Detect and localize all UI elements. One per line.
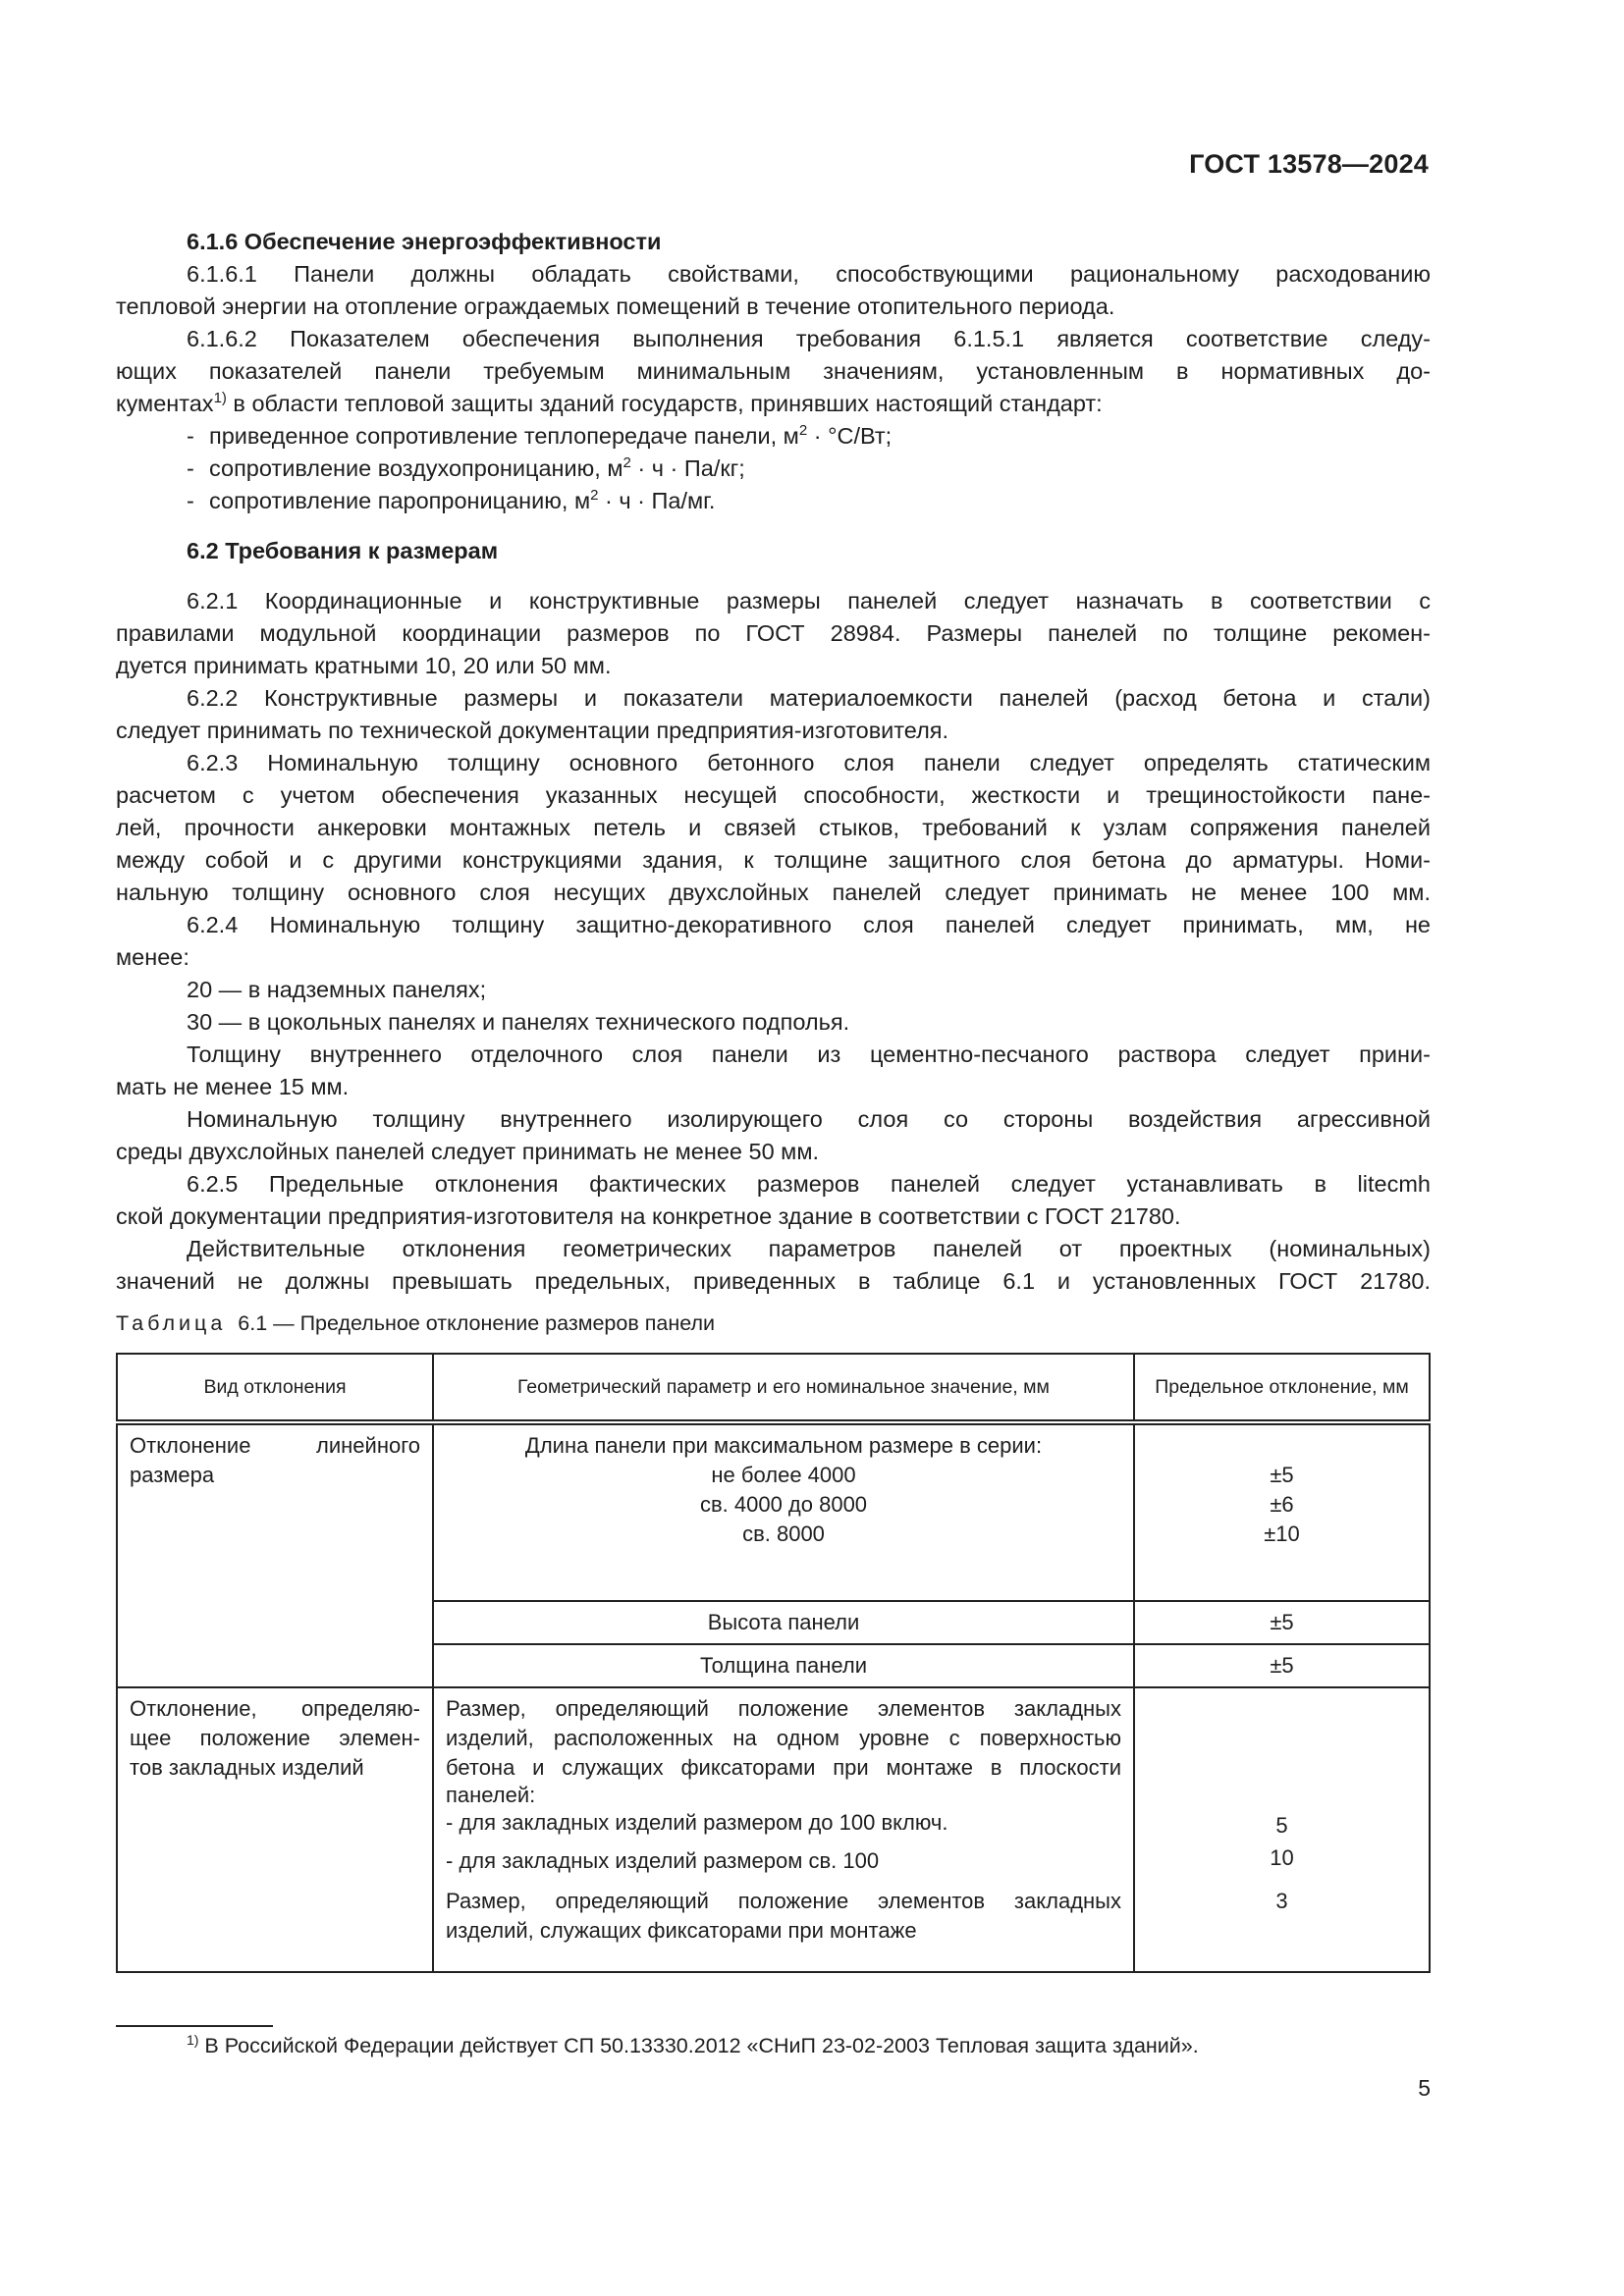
deviation-kind-cell bbox=[117, 1422, 433, 1687]
paragraph-line: среды двухслойных панелей следует принимать не менее 50 мм. bbox=[116, 1139, 820, 1164]
superscript: 2 bbox=[623, 454, 631, 471]
cell-text: ±5 bbox=[1270, 1653, 1294, 1678]
section-6-2-body bbox=[116, 585, 1431, 1298]
column-header: Геометрический параметр и его номинальное значение, мм bbox=[433, 1354, 1134, 1422]
table-header-row bbox=[117, 1354, 1430, 1422]
cell-text: панелей: bbox=[446, 1783, 536, 1807]
document-id-header: ГОСТ 13578—2024 bbox=[1189, 149, 1429, 179]
paragraph-line: ющих показателей панели требуемым минимальным значениям, установленным в нормативных до- bbox=[116, 358, 1431, 384]
cell-text: не более 4000 bbox=[711, 1463, 856, 1487]
bullet-text: · ч · Па/кг; bbox=[630, 455, 745, 481]
bullet-item bbox=[116, 485, 1431, 517]
value-cell bbox=[1134, 1601, 1430, 1644]
paragraph-line: 20 — в надземных панелях; bbox=[187, 977, 487, 1002]
value-cell bbox=[1134, 1687, 1430, 1972]
bullet-text: приведенное сопротивление теплопередаче панели, м bbox=[209, 423, 799, 449]
table-row bbox=[117, 1687, 1430, 1972]
parameter-cell bbox=[433, 1601, 1134, 1644]
cell-text: Размер, определяющий положение элементов закладных bbox=[446, 1696, 1121, 1721]
caption-text: 6.1 — Предельное отклонение размеров панели bbox=[238, 1311, 716, 1335]
dash-bullet-icon: - bbox=[187, 488, 194, 513]
paragraph-line: 6.2.2 Конструктивные размеры и показатели материалоемкости панелей (расход бетона и стали) bbox=[187, 685, 1431, 711]
bullet-text: · °С/Вт; bbox=[807, 423, 893, 449]
paragraph-line: дуется принимать кратными 10, 20 или 50 мм. bbox=[116, 653, 612, 678]
footnote-marker: 1) bbox=[187, 2032, 199, 2048]
paragraph-line: ской документации предприятия-изготовителя на конкретное здание в соответствии с ГОСТ 21780. bbox=[116, 1203, 1181, 1229]
cell-text: Толщина панели bbox=[699, 1653, 868, 1678]
cell-text: Длина панели при максимальном размере в серии: bbox=[524, 1433, 1043, 1458]
bullet-text: сопротивление паропроницанию, м bbox=[209, 488, 591, 513]
paragraph-line: нальную толщину основного слоя несущих двухслойных панелей следует принимать не менее 100 мм. bbox=[116, 880, 1431, 905]
bullet-item bbox=[116, 420, 1431, 453]
cell-text: Размер, определяющий положение элементов закладных bbox=[446, 1889, 1121, 1913]
paragraph-line: между собой и с другими конструкциями здания, к толщине защитного слоя бетона до арматуры. Номи- bbox=[116, 847, 1431, 873]
paragraph-line bbox=[116, 388, 1431, 420]
paragraph-line: расчетом с учетом обеспечения указанных несущей способности, жесткости и трещиностойкости пане- bbox=[116, 782, 1431, 808]
paragraph-line: 6.2.3 Номинальную толщину основного бетонного слоя панели следует определять статическим bbox=[187, 750, 1431, 775]
footnote-ref[interactable]: 1) bbox=[213, 390, 227, 406]
cell-text: щее положение элемен- bbox=[130, 1726, 420, 1750]
paragraph-line: мать не менее 15 мм. bbox=[116, 1074, 350, 1099]
superscript: 2 bbox=[590, 487, 599, 504]
cell-text: - для закладных изделий размером св. 100 bbox=[446, 1848, 880, 1873]
parameter-cell bbox=[433, 1422, 1134, 1601]
cell-text: 3 bbox=[1275, 1889, 1288, 1913]
spacer bbox=[116, 567, 1431, 585]
column-header-text: Предельное отклонение, мм bbox=[1155, 1375, 1409, 1398]
paragraph-line: 6.1.6.1 Панели должны обладать свойствами, способствующими рациональному расходованию bbox=[187, 261, 1431, 287]
parameter-cell bbox=[433, 1687, 1134, 1972]
footnote-text: В Российской Федерации действует СП 50.13330.2012 «СНиП 23-02-2003 Тепловая защита зданий». bbox=[198, 2034, 1199, 2057]
paragraph-line: 6.2.1 Координационные и конструктивные размеры панелей следует назначать в соответствии с bbox=[187, 588, 1431, 614]
text-fragment: в области тепловой защиты зданий государств, принявших настоящий стандарт: bbox=[226, 391, 1103, 416]
dash-bullet-icon: - bbox=[187, 455, 194, 481]
table-caption bbox=[116, 1311, 715, 1336]
paragraph-line: менее: bbox=[116, 944, 189, 970]
bullet-text: · ч · Па/мг. bbox=[598, 488, 716, 513]
cell-text bbox=[1135, 1431, 1429, 1461]
table-row bbox=[117, 1422, 1430, 1601]
paragraph-line: 6.1.6.2 Показателем обеспечения выполнения требования 6.1.5.1 является соответствие следу- bbox=[187, 326, 1431, 351]
section-heading-6-1-6: 6.1.6 Обеспечение энергоэффективности bbox=[187, 229, 662, 254]
bullet-item bbox=[116, 453, 1431, 485]
cell-text: изделий, расположенных на одном уровне с поверхностью bbox=[446, 1726, 1121, 1750]
paragraph-line: следует принимать по технической документации предприятия-изготовителя. bbox=[116, 718, 949, 743]
page-number: 5 bbox=[1418, 2075, 1431, 2101]
cell-text: изделий, служащих фиксаторами при монтаже bbox=[446, 1918, 917, 1943]
cell-text: - для закладных изделий размером до 100 включ. bbox=[446, 1810, 948, 1835]
spacer bbox=[116, 517, 1431, 535]
cell-text: св. 4000 до 8000 bbox=[699, 1492, 868, 1517]
paragraph-line: Действительные отклонения геометрических параметров панелей от проектных (номинальных) bbox=[187, 1236, 1431, 1261]
paragraph-line: 6.2.5 Предельные отклонения фактических размеров панелей следует устанавливать в litecmh bbox=[187, 1171, 1431, 1197]
value-cell bbox=[1134, 1644, 1430, 1687]
paragraph-line: тепловой энергии на отопление ограждаемых помещений в течение отопительного периода. bbox=[116, 294, 1115, 319]
section-heading-6-2: 6.2 Требования к размерам bbox=[187, 538, 499, 563]
parameter-cell bbox=[433, 1644, 1134, 1687]
cell-text: 5 bbox=[1275, 1813, 1288, 1838]
deviation-table bbox=[116, 1353, 1431, 1973]
value-cell bbox=[1134, 1422, 1430, 1601]
deviation-kind-cell bbox=[117, 1687, 433, 1972]
paragraph-line: 30 — в цокольных панелях и панелях технического подполья. bbox=[187, 1009, 850, 1035]
paragraph-line: Номинальную толщину внутреннего изолирующего слоя со стороны воздействия агрессивной bbox=[187, 1106, 1431, 1132]
cell-text: ±5 bbox=[1270, 1463, 1294, 1487]
bullet-text: сопротивление воздухопроницанию, м bbox=[209, 455, 623, 481]
paragraph-line: Толщину внутреннего отделочного слоя панели из цементно-песчаного раствора следует прини- bbox=[187, 1041, 1431, 1067]
paragraph-line: значений не должны превышать предельных, приведенных в таблице 6.1 и установленных ГОСТ 21780. bbox=[116, 1268, 1431, 1294]
footnote-divider bbox=[116, 2025, 273, 2027]
caption-label: Таблица bbox=[116, 1311, 227, 1335]
cell-text: 10 bbox=[1270, 1845, 1294, 1870]
text-fragment: кументах bbox=[116, 391, 214, 416]
spacer bbox=[1135, 1694, 1429, 1808]
cell-text: Отклонение линейного bbox=[130, 1433, 420, 1458]
cell-text: бетона и служащих фиксаторами при монтаже в плоскости bbox=[446, 1755, 1121, 1780]
cell-text: размера bbox=[130, 1463, 215, 1487]
cell-text: ±10 bbox=[1264, 1522, 1300, 1546]
cell-text: св. 8000 bbox=[742, 1522, 825, 1546]
body-text bbox=[116, 226, 1431, 1298]
cell-text: ±5 bbox=[1270, 1610, 1294, 1634]
superscript: 2 bbox=[798, 422, 808, 439]
cell-text: Отклонение, определяю- bbox=[130, 1696, 420, 1721]
column-header: Вид отклонения bbox=[117, 1354, 433, 1422]
column-header bbox=[1134, 1354, 1430, 1422]
paragraph-line: правилами модульной координации размеров по ГОСТ 28984. Размеры панелей по толщине рекомен- bbox=[116, 620, 1431, 646]
dash-bullet-icon: - bbox=[187, 423, 194, 449]
footnote bbox=[187, 2034, 1199, 2058]
cell-text: ±6 bbox=[1270, 1492, 1294, 1517]
paragraph-line: 6.2.4 Номинальную толщину защитно-декоративного слоя панелей следует принимать, мм, не bbox=[187, 912, 1431, 937]
cell-text: Высота панели bbox=[707, 1610, 860, 1634]
paragraph-line: лей, прочности анкеровки монтажных петель и связей стыков, требований к узлам сопряжения панелей bbox=[116, 815, 1431, 840]
cell-text: тов закладных изделий bbox=[130, 1755, 364, 1780]
